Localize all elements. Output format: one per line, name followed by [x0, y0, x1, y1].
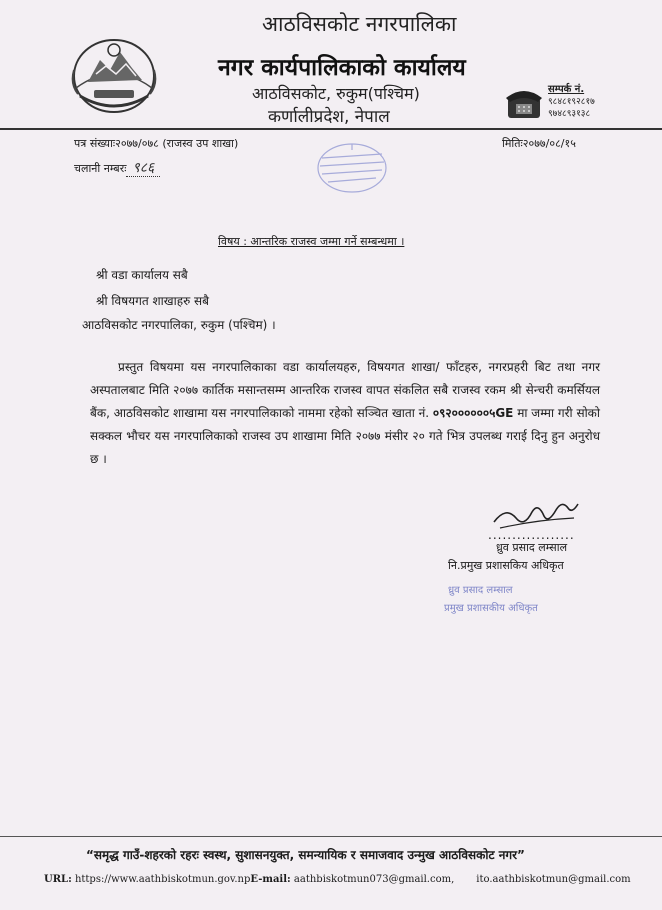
email-secondary: ito.aathbiskotmun@gmail.com: [476, 874, 631, 885]
signatory-name: ध्रुव प्रसाद लम्साल: [496, 541, 568, 554]
body-text-part1: प्रस्तुत विषयमा यस नगरपालिकाका वडा कार्यालयहरु, विषयगत शाखा/ फाँटहरु, नगरप्रहरी बिट तथा नगर अस्पतालबाट मिति २०७७ कार्तिक मसान्तसम्म आन्तरिक राजस्व वापत संकलित सबै राजस्व रकम श्री सेन्चरी कमर्सियल बैंक, आठविसकोट शाखामा यस नगरपालिकाको नाममा रहेको सञ्चित खाता नं.: [90, 360, 600, 420]
municipality-name: आठविसकोट नगरपालिका: [262, 12, 457, 36]
footer-motto: “समृद्ध गाउँ-शहरको रहरः स्वस्थ, सुशासनयुक्त, समन्यायिक र समाजवाद उन्मुख आठविसकोट नगर”: [86, 848, 525, 862]
email-primary: aathbiskotmun073@gmail.com,: [293, 874, 455, 885]
addressee-line: श्री विषयगत शाखाहरु सबै: [96, 294, 210, 308]
signatory-title: नि.प्रमुख प्रशासकिय अधिकृत: [448, 559, 564, 572]
name-stamp: ध्रुव प्रसाद लम्साल: [448, 585, 513, 596]
nepal-emblem-icon: [66, 30, 162, 118]
contact-block: [548, 84, 595, 120]
contact-phone-1: ९८४८१९२८१७: [548, 97, 595, 107]
footer-contact: [44, 874, 631, 885]
website-url: https://www.aathbiskotmun.gov.np: [74, 874, 251, 885]
addressee-line: श्री वडा कार्यालय सबै: [96, 268, 188, 282]
letter-date: मितिः२०७७/०८/१५: [502, 137, 576, 150]
telephone-icon: [504, 86, 544, 120]
title-stamp: प्रमुख प्रशासकीय अधिकृत: [444, 603, 538, 614]
header-divider: [0, 128, 662, 130]
letter-number: पत्र संख्याः२०७७/०७८ (राजस्व उप शाखा): [74, 137, 239, 150]
account-number: ०९२००००००५GE: [432, 406, 514, 420]
office-name: नगर कार्यपालिकाको कार्यालय: [218, 55, 466, 81]
letter-subject: विषय : आन्तरिक राजस्व जम्मा गर्ने सम्बन्धमा ।: [218, 235, 405, 248]
office-stamp-icon: [302, 140, 402, 198]
office-location: आठविसकोट, रुकुम(पश्चिम): [252, 84, 420, 103]
dispatch-number-value: ९८६: [126, 160, 160, 177]
dispatch-number: [74, 158, 160, 177]
contact-title: सम्पर्क नं.: [548, 84, 585, 95]
url-label: URL:: [44, 874, 72, 885]
letter-body: [90, 356, 600, 471]
addressee-line: आठविसकोट नगरपालिका, रुकुम (पश्चिम) ।: [82, 318, 276, 332]
body-text-part2: मा जम्मा गरी सोको सक्कल भौचर यस नगरपालिकाको राजस्व उप शाखामा मिति २०७७ मंसीर २० गते भित्र उपलब्ध गराई दिनु हुन अनुरोध छ ।: [90, 406, 601, 466]
dispatch-label: चलानी नम्बरः: [74, 162, 127, 175]
office-province: कर्णालीप्रदेश, नेपाल: [268, 107, 390, 127]
footer-divider: [0, 836, 662, 837]
email-label: E-mail:: [250, 874, 291, 885]
contact-phone-2: ९७४८९३१३८: [548, 109, 591, 119]
signature-line: ..................: [488, 528, 575, 542]
